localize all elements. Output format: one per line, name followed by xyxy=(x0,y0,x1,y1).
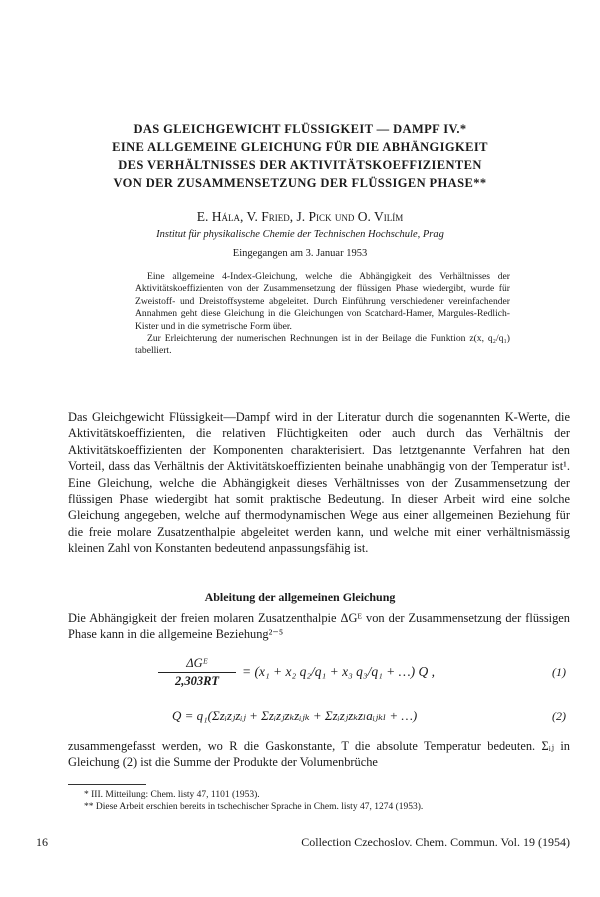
eq1-numerator: ΔGᴱ xyxy=(158,656,236,673)
footnote-rule xyxy=(68,784,146,785)
title-line-4: VON DER ZUSAMMENSETZUNG DER FLÜSSIGEN PHASE** xyxy=(113,176,487,190)
intro-paragraph: Das Gleichgewicht Flüssigkeit—Dampf wird in der Literatur durch die sogenannten K-Werte, die Aktivitätskoeffizienten, die relativen Flüchtigkeiten oder auch durch das Verhältnis der Aktivitätskoeffizienten der Komponenten charakterisiert. Das letztgenannte Verfahren hat den Vorteil, dass das Verhältnis der Aktivitätskoeffizienten beinahe unabhängig von der Temperatur ist¹. Eine Gleichung, welche die Abhängigkeit dieses Verhältnisses von der Zusammensetzung der flüssigen Phase wiedergibt hat somit praktische Bedeutung. In dieser Arbeit wird eine solche Gleichung angegeben, welche auf thermodynamischen Wege aus einer allgemeinen Beziehung für die freie molare Zusatzenthalpie abgeleitet werden kann, und welche mit einer verhältnismässig kleinen Zahl von Konstanten bedeutend anpassungsfähig ist. xyxy=(68,410,570,556)
eq1-denominator: 2,303RT xyxy=(174,674,220,688)
received-date: Eingegangen am 3. Januar 1953 xyxy=(232,248,368,259)
footnote-1: * III. Mitteilung: Chem. listy 47, 1101 (1953). xyxy=(84,790,260,800)
section-heading: Ableitung der allgemeinen Gleichung xyxy=(204,590,396,604)
eq2-formula: Q = q₁(Σzᵢzⱼzᵢⱼ + Σzᵢzⱼzₖzᵢⱼₖ + Σzᵢzⱼzₖzₗaᵢⱼₖₗ + …) xyxy=(172,708,418,723)
eq1-number: (1) xyxy=(552,665,566,679)
eq1-rhs: = (x₁ + x₂ q₂/q₁ + x₃ q₃/q₁ + …) Q , xyxy=(242,664,436,679)
page-footer xyxy=(36,835,570,850)
page-number: 16 xyxy=(36,835,48,849)
abstract xyxy=(135,271,510,358)
title-line-1: DAS GLEICHGEWICHT FLÜSSIGKEIT — DAMPF IV.* xyxy=(133,122,467,136)
footnotes xyxy=(84,789,570,813)
journal-reference: Collection Czechoslov. Chem. Commun. Vol. 19 (1954) xyxy=(301,835,570,849)
title-line-3: DES VERHÄLTNISSES DER AKTIVITÄTSKOEFFIZIENTEN xyxy=(118,158,482,172)
equation-2 xyxy=(130,706,570,734)
abstract-paragraph-2: Zur Erleichterung der numerischen Rechnungen ist in der Beilage die Funktion z(x, q₂/q₁) tabelliert. xyxy=(135,333,510,357)
section-paragraph: Die Abhängigkeit der freien molaren Zusatzenthalpie ΔGᴱ von der Zusammensetzung der flüssigen Phase kann in die allgemeine Beziehung²⁻⁵ xyxy=(68,611,570,642)
equation-1 xyxy=(130,650,570,696)
article-title xyxy=(50,120,550,192)
title-line-2: EINE ALLGEMEINE GLEICHUNG FÜR DIE ABHÄNGIGKEIT xyxy=(112,140,488,154)
continuation-paragraph: zusammengefasst werden, wo R die Gaskonstante, T die absolute Temperatur bedeuten. Σᵢⱼ in Gleichung (2) ist die Summe der Produkte der Volumenbrüche xyxy=(68,739,570,770)
eq2-number: (2) xyxy=(552,709,566,723)
institute: Institut für physikalische Chemie der Technischen Hochschule, Prag xyxy=(156,229,444,240)
authors: E. Hála, V. Fried, J. Pick und O. Vilím xyxy=(196,209,404,224)
footnote-2: ** Diese Arbeit erschien bereits in tschechischer Sprache in Chem. listy 47, 1274 (1953). xyxy=(84,802,424,813)
abstract-paragraph-1: Eine allgemeine 4-Index-Gleichung, welche die Abhängigkeit des Verhältnisses der Aktivitätskoeffizienten von der Zusammensetzung der flüssigen Phase wiedergibt, wurde für Zweistoff- und Dreistoffsysteme abgeleitet. Durch Einführung verschiedener vereinfachender Annahmen geht diese Gleichung in die Gleichungen von Scatchard-Hamer, Margules-Redlich-Kister und in die symetrische Form über. xyxy=(135,271,510,332)
